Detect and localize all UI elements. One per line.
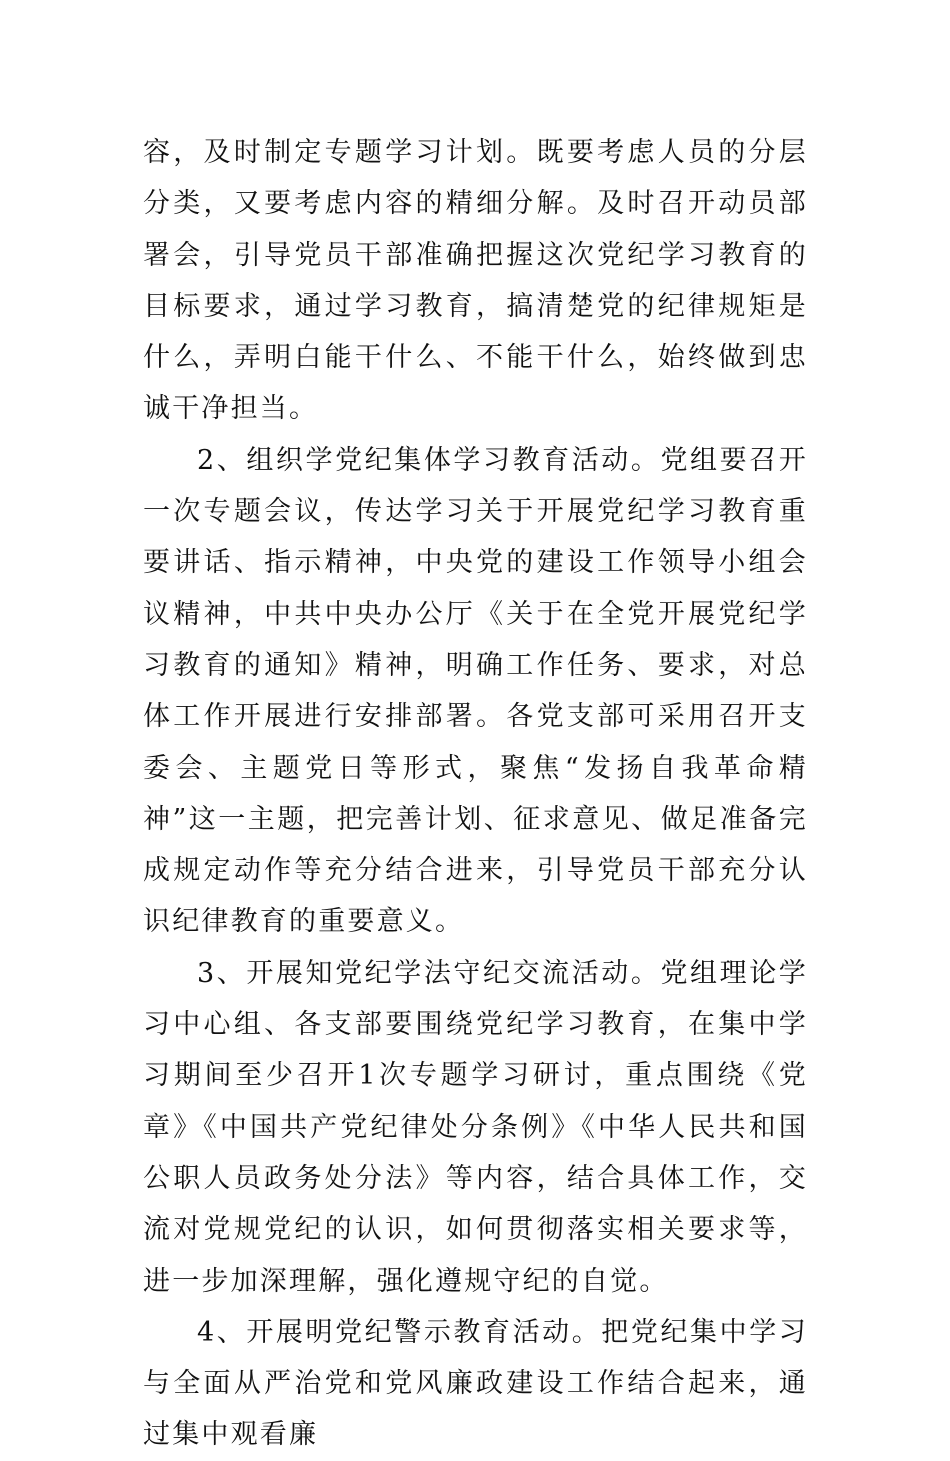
paragraph-item-2: 2、组织学党纪集体学习教育活动。党组要召开一次专题会议，传达学习关于开展党纪学习教育重要讲话、指示精神，中央党的建设工作领导小组会议精神，中共中央办公厅《关于在全党开展党纪学习教育的通知》精神，明确工作任务、要求，对总体工作开展进行安排部署。各党支部可采用召开支委会、主题党日等形式，聚焦“发扬自我革命精神”这一主题，把完善计划、征求意见、做足准备完成规定动作等充分结合进来，引导党员干部充分认识纪律教育的重要意义。: [143, 444, 808, 938]
paragraph-continuation: 容，及时制定专题学习计划。既要考虑人员的分层分类，又要考虑内容的精细分解。及时召开动员部署会，引导党员干部准确把握这次党纪学习教育的目标要求，通过学习教育，搞清楚党的纪律规矩是什么，弄明白能干什么、不能干什么，始终做到忠诚干净担当。: [143, 137, 808, 425]
document-body: [143, 127, 808, 1461]
paragraph-item-3: 3、开展知党纪学法守纪交流活动。党组理论学习中心组、各支部要围绕党纪学习教育，在集中学习期间至少召开1次专题学习研讨，重点围绕《党章》《中国共产党纪律处分条例》《中华人民共和国公职人员政务处分法》等内容，结合具体工作，交流对党规党纪的认识，如何贯彻落实相关要求等，进一步加深理解，强化遵规守纪的自觉。: [143, 957, 808, 1297]
paragraph-item-4: 4、开展明党纪警示教育活动。把党纪集中学习与全面从严治党和党风廉政建设工作结合起来，通过集中观看廉: [143, 1316, 808, 1451]
